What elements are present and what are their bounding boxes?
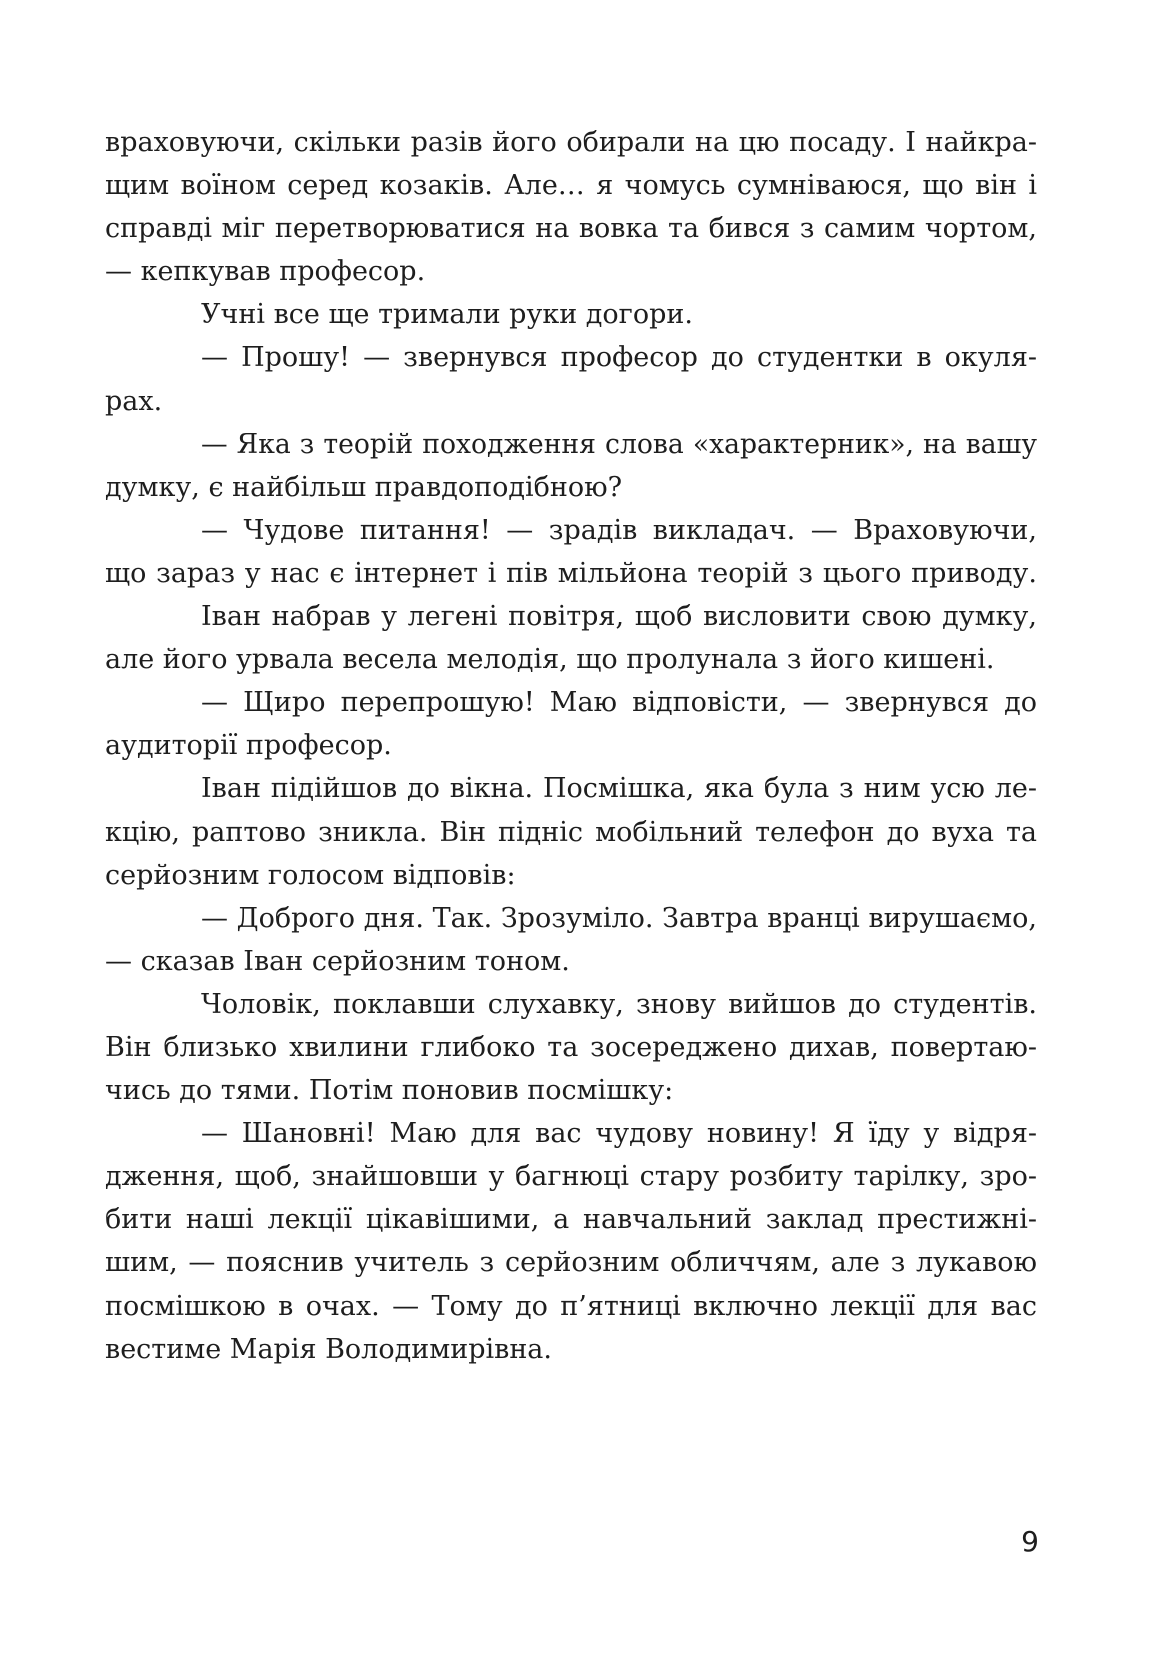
page-number: 9 bbox=[1021, 1525, 1039, 1558]
text-line: кцію, раптово зникла. Він підніс мобільний телефон до вуха та bbox=[105, 816, 1037, 848]
text-line: — сказав Іван серйозним тоном. bbox=[105, 945, 570, 977]
text-line: Він близько хвилини глибоко та зосереджено дихав, повертаю- bbox=[105, 1031, 1037, 1063]
text-line: Учні все ще тримали руки догори. bbox=[201, 299, 693, 331]
text-line: щим воїном серед козаків. Але… я чомусь сумніваюся, що він і bbox=[105, 170, 1037, 202]
text-line: — Чудове питання! — зрадів викладач. — Враховуючи, bbox=[201, 514, 1037, 546]
text-line: думку, є найбільш правдоподібною? bbox=[105, 471, 623, 503]
text-line: рах. bbox=[105, 385, 163, 417]
text-line: чись до тями. Потім поновив посмішку: bbox=[105, 1075, 674, 1107]
text-line: — Яка з теорій походження слова «характерник», на вашу bbox=[201, 428, 1037, 460]
text-line: вестиме Марія Володимирівна. bbox=[105, 1333, 552, 1365]
text-line: посмішкою в очах. — Тому до п’ятниці включно лекції для вас bbox=[105, 1290, 1037, 1322]
text-line: шим, — пояснив учитель з серйозним обличчям, але з лукавою bbox=[105, 1247, 1037, 1279]
body-text bbox=[105, 121, 1037, 1371]
text-line: — Доброго дня. Так. Зрозуміло. Завтра вранці вирушаємо, bbox=[201, 902, 1037, 934]
text-line: — Шановні! Маю для вас чудову новину! Я їду у відря- bbox=[201, 1118, 1037, 1150]
text-line: — Прошу! — звернувся професор до студентки в окуля- bbox=[201, 342, 1037, 374]
text-line: що зараз у нас є інтернет і пів мільйона теорій з цього приводу. bbox=[105, 557, 1037, 589]
text-line: аудиторії професор. bbox=[105, 730, 392, 762]
text-line: серйозним голосом відповів: bbox=[105, 859, 516, 891]
text-line: — кепкував професор. bbox=[105, 256, 426, 288]
text-line: Іван набрав у легені повітря, щоб висловити свою думку, bbox=[201, 601, 1037, 633]
text-line: — Щиро перепрошую! Маю відповісти, — звернувся до bbox=[201, 687, 1037, 719]
text-line: Чоловік, поклавши слухавку, знову вийшов до студентів. bbox=[201, 988, 1037, 1020]
text-line: враховуючи, скільки разів його обирали на цю посаду. І найкра- bbox=[105, 127, 1037, 158]
text-line: Іван підійшов до вікна. Посмішка, яка була з ним усю ле- bbox=[201, 773, 1037, 805]
text-line: але його урвала весела мелодія, що пролунала з його кишені. bbox=[105, 644, 995, 676]
text-line: дження, щоб, знайшовши у багнюці стару розбиту тарілку, зро- bbox=[105, 1161, 1037, 1193]
text-line: бити наші лекції цікавішими, а навчальний заклад престижні- bbox=[105, 1204, 1037, 1236]
text-line: справді міг перетворюватися на вовка та бився з самим чортом, bbox=[105, 213, 1037, 245]
